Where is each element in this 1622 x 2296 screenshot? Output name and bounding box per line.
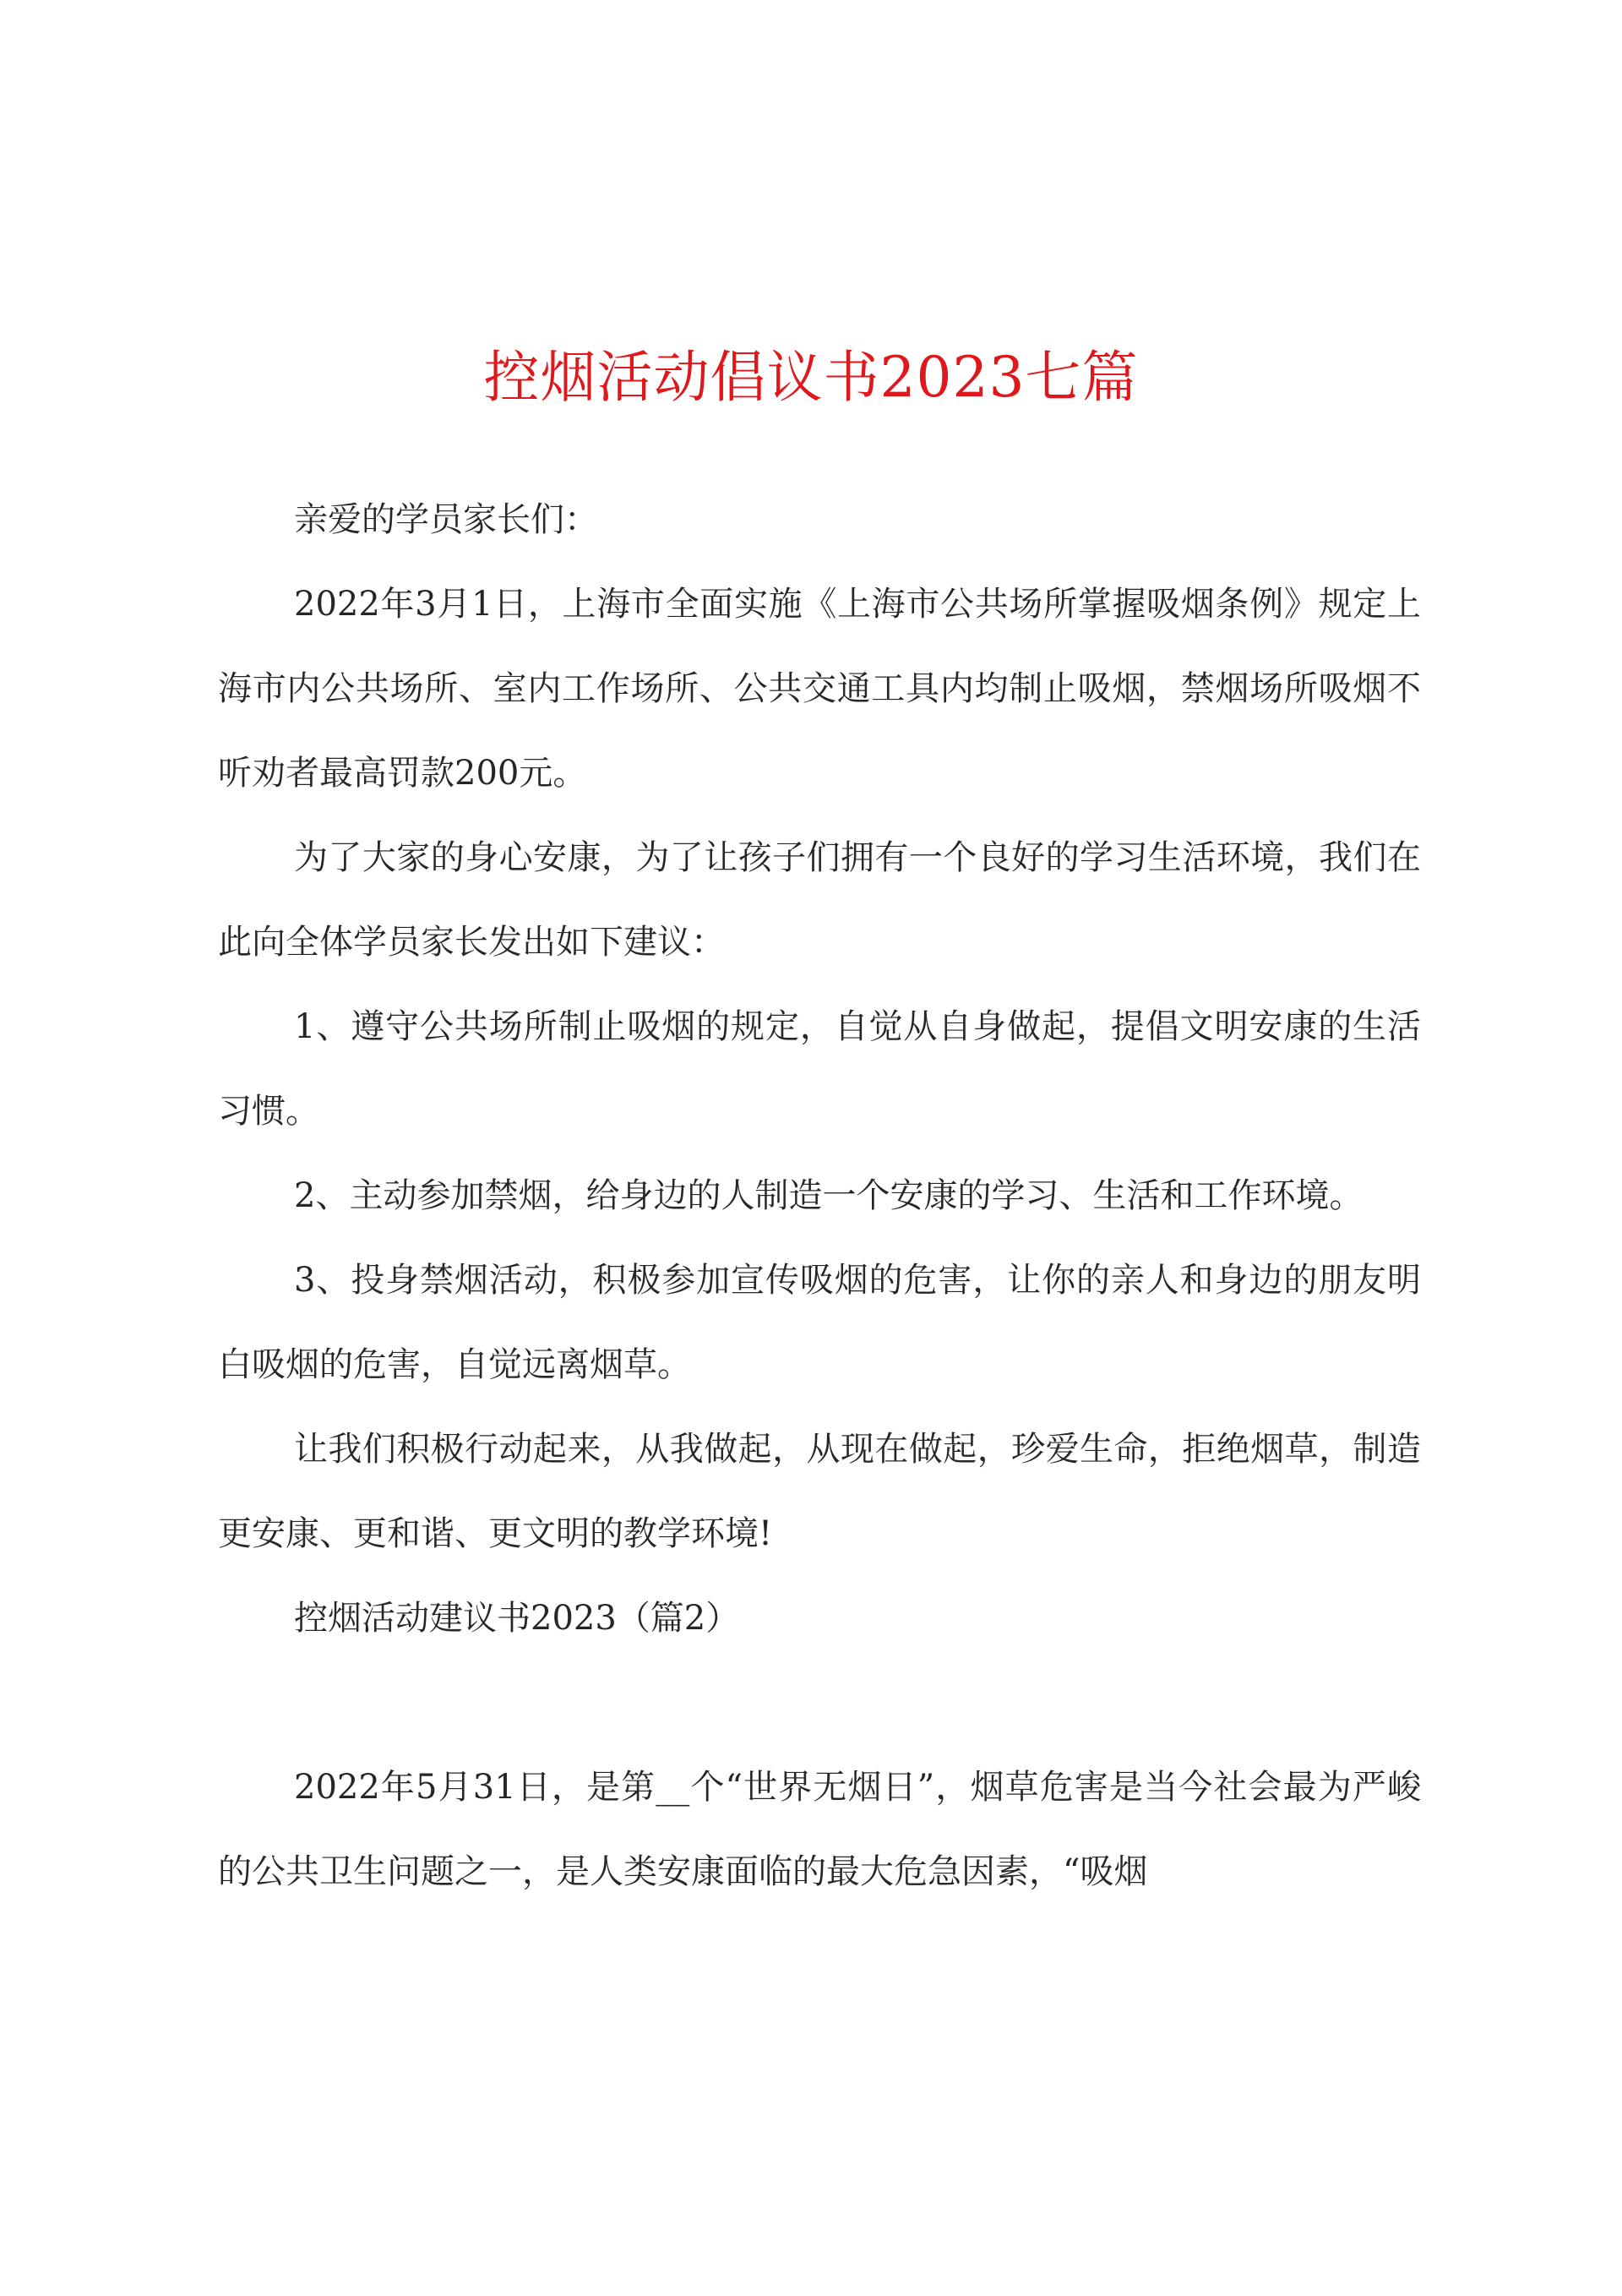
paragraph-greeting: 亲爱的学员家长们： — [294, 500, 598, 539]
paragraph: 为了大家的身心安康，为了让孩子们拥有一个良好的学习生活环境，我们在此向全体学员家长发出如下建议： — [218, 838, 1421, 962]
section-heading: 控烟活动建议书2023（篇2） — [294, 1599, 740, 1638]
document-body — [218, 477, 1421, 1914]
paragraph: 让我们积极行动起来，从我做起，从现在做起，珍爱生命，拒绝烟草，制造更安康、更和谐、更文明的教学环境! — [218, 1430, 1421, 1553]
paragraph-item-3: 3、投身禁烟活动，积极参加宣传吸烟的危害，让你的亲人和身边的朋友明白吸烟的危害，自觉远离烟草。 — [218, 1261, 1421, 1384]
paragraph: 2022年5月31日，是第__个“世界无烟日”，烟草危害是当今社会最为严峻的公共卫生问题之一，是人类安康面临的最大危急因素，“吸烟 — [218, 1768, 1421, 1891]
paragraph-item-2: 2、主动参加禁烟，给身边的人制造一个安康的学习、生活和工作环境。 — [294, 1176, 1363, 1215]
document-title: 控烟活动倡议书2023七篇 — [483, 345, 1139, 410]
paragraph-item-1: 1、遵守公共场所制止吸烟的规定，自觉从自身做起，提倡文明安康的生活习惯。 — [218, 1007, 1421, 1131]
paragraph: 2022年3月1日，上海市全面实施《上海市公共场所掌握吸烟条例》规定上海市内公共场所、室内工作场所、公共交通工具内均制止吸烟，禁烟场所吸烟不听劝者最高罚款200元。 — [218, 585, 1421, 793]
